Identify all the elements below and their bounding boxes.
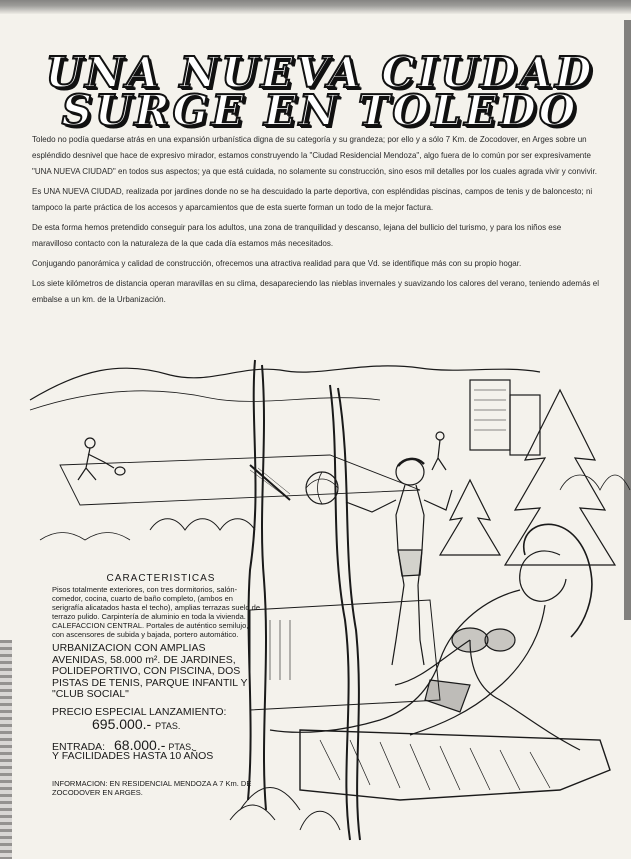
price-value: 695.000.- (92, 716, 152, 732)
body-copy (32, 132, 602, 312)
headline-line-1: UNA NUEVA CIUDAD (45, 48, 595, 97)
paragraph-4: Conjugando panorámica y calidad de construcción, ofrecemos una atractiva realidad para que Vd. se identifique más con su propio hogar. (32, 259, 522, 268)
contact-info: INFORMACION: EN RESIDENCIAL MENDOZA A 7 Km. DE ZOCODOVER EN ARGES. (52, 779, 252, 797)
specs-details: Pisos totalmente exteriores, con tres dormitorios, salón-comedor, cocina, cuarto de baño completo, (ambos en serigrafía alicatados hasta el techo), amplias terrazas suelo de terrazo pulido. Carpintería de aluminio en toda la vivienda. CALEFACCION CENTRAL. Portales de auténtico semilujo, con ascensores de subida y bajada, portero automático. (52, 585, 261, 639)
paragraph-5: Los siete kilómetros de distancia operan maravillas en su clima, desapareciendo las nieblas invernales y suavizando los calores del verano, teniendo además el embalse a un km. de la Urbanización. (32, 279, 599, 304)
apartment-building (470, 380, 510, 450)
paragraph-3: De esta forma hemos pretendido conseguir para los adultos, una zona de tranquilidad y descanso, lejana del bullicio del turismo, y para los niños ese maravilloso contacto con la naturaleza de la que cada día estamos más necesitados. (32, 223, 562, 248)
woman-figure (520, 551, 566, 601)
entry-unit: PTAS. (168, 742, 194, 752)
price-row (92, 716, 262, 732)
headline-line-2: SURGE EN TOLEDO (61, 86, 579, 135)
beach-ball (306, 472, 338, 504)
specs-title: CARACTERISTICAS (106, 573, 216, 584)
pine-tree (505, 390, 615, 565)
tree-trunk-mid (330, 385, 350, 840)
tennis-player (85, 438, 95, 448)
foliage (150, 519, 255, 530)
mountain-range (30, 366, 540, 400)
scan-top-edge (0, 0, 631, 14)
facilities-text: Y FACILIDADES HASTA 10 AÑOS (52, 750, 214, 762)
entry-label: ENTRADA: (52, 741, 106, 753)
price-unit: PTAS. (155, 721, 181, 731)
paragraph-1: Toledo no podía quedarse atrás en una expansión urbanística digna de su categoría y su grandeza; por ello y a sólo 7 Km. de Zocodover, en Arges sobre un espléndido desnivel que hace de expresivo mirador, estamos construyendo la "Ciudad Residencial Mendoza", algo fuera de lo común por ser expresivamente "UNA NUEVA CIUDAD" en todos sus aspectos; ya que está cuidada, no solamente su construcción, sino esos mil detalles por los cuales agrada vivir y convivir. (32, 135, 597, 176)
entry-value: 68.000.- (114, 737, 166, 753)
tennis-court (60, 455, 420, 505)
specs-features: URBANIZACION CON AMPLIAS AVENIDAS, 58.000 m². DE JARDINES, POLIDEPORTIVO, CON PISCINA, DOS PISTAS DE TENIS, PARQUE INFANTIL Y "CLUB SOCIAL" (52, 642, 248, 700)
characteristics-box (52, 574, 262, 797)
paragraph-2: Es UNA NUEVA CIUDAD, realizada por jardines donde no se ha descuidado la parte deportiva, con espléndidas piscinas, campos de tenis y de baloncesto; ni tampoco la parte práctica de los accesos y aparcamientos que de esta suerte forman un todo de la mejor factura. (32, 187, 593, 212)
price-label: PRECIO ESPECIAL LANZAMIENTO: (52, 705, 227, 718)
